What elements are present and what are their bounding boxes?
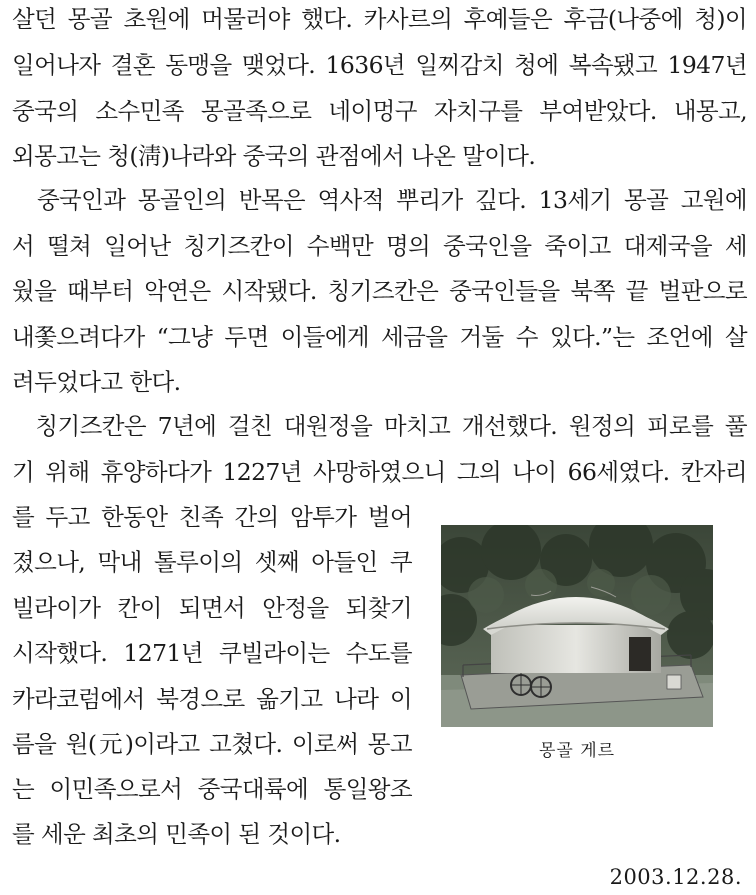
text-line: 카라코럼에서 북경으로 옮기고 나라 이: [12, 685, 412, 713]
text-line: 웠을 때부터 악연은 시작됐다. 칭기즈칸은 중국인들을 북쪽 끝 벌판으로: [12, 277, 747, 305]
text-line: 칭기즈칸은 7년에 걸친 대원정을 마치고 개선했다. 원정의 피로를 풀: [12, 412, 747, 440]
text-line: 는 이민족으로서 중국대륙에 통일왕조: [12, 775, 412, 803]
photo-caption: 몽골 게르: [538, 741, 616, 761]
text-line: 빌라이가 칸이 되면서 안정을 되찾기: [12, 594, 412, 622]
text-line: 내쫓으려다가 “그냥 두면 이들에게 세금을 거둘 수 있다.”는 조언에 살: [12, 323, 747, 351]
text-line: 름을 원(元)이라고 고쳤다. 이로써 몽고: [12, 730, 412, 758]
text-line: 기 위해 휴양하다가 1227년 사망하였으니 그의 나이 66세였다. 칸자리: [12, 458, 747, 486]
text-line: 려두었다고 한다.: [12, 368, 181, 396]
text-line: 외몽고는 청(淸)나라와 중국의 관점에서 나온 말이다.: [12, 142, 536, 170]
text-line: 중국인과 몽골인의 반목은 역사적 뿌리가 깊다. 13세기 몽골 고원에: [12, 186, 747, 214]
ger-photo: [441, 525, 713, 727]
text-line: 중국의 소수민족 몽골족으로 네이멍구 자치구를 부여받았다. 내몽고,: [12, 97, 747, 125]
text-line: 서 떨쳐 일어난 칭기즈칸이 수백만 명의 중국인을 죽이고 대제국을 세: [12, 232, 747, 260]
text-line: 를 세운 최초의 민족이 된 것이다.: [12, 820, 341, 848]
text-line: 를 두고 한동안 친족 간의 암투가 벌어: [12, 503, 412, 531]
publication-date: 2003.12.28.: [609, 865, 742, 889]
text-line: 졌으나, 막내 톨루이의 셋째 아들인 쿠: [12, 548, 412, 576]
text-line: 시작했다. 1271년 쿠빌라이는 수도를: [12, 639, 412, 667]
text-line: 일어나자 결혼 동맹을 맺었다. 1636년 일찌감치 청에 복속됐고 1947년: [12, 51, 747, 79]
text-line: 살던 몽골 초원에 머물러야 했다. 카사르의 후예들은 후금(나중에 청)이: [12, 5, 747, 33]
